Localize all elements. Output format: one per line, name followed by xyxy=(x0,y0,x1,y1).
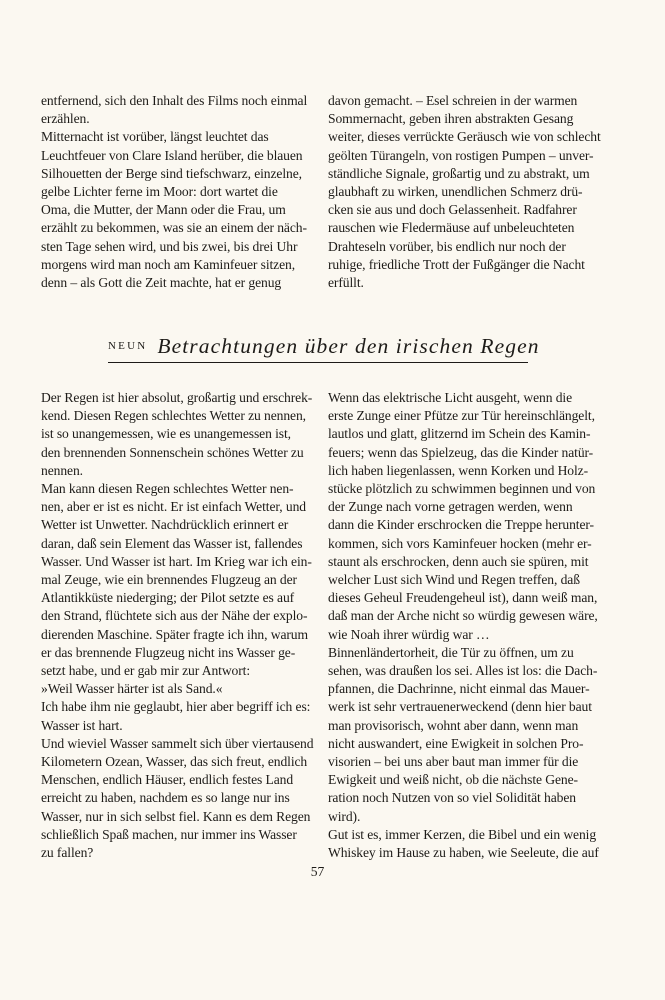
text-line: erste Zunge einer Pfütze zur Tür hereinschlängelt, xyxy=(328,408,595,424)
text-line: setzt habe, und er gab mir zur Antwort: xyxy=(41,663,251,679)
text-line: erzählen. xyxy=(41,111,90,127)
text-line: kend. Diesen Regen schlechtes Wetter zu nennen, xyxy=(41,408,306,424)
text-line: dieses Geheul Freudengeheul ist), dann weiß man, xyxy=(328,590,598,606)
text-line: Ewigkeit und weiß nicht, ob die nächste Gene- xyxy=(328,772,578,788)
text-line: Der Regen ist hier absolut, großartig und erschrek- xyxy=(41,390,313,405)
text-line: lautlos und glatt, glitzernd im Schein des Kamin- xyxy=(328,426,591,442)
text-line: dann die Kinder erschrocken die Treppe herunter- xyxy=(328,517,594,533)
text-line: sehen, was draußen los sei. Alles ist los: die Dach- xyxy=(328,663,598,679)
text-line: lich haben liegenlassen, wenn Korken und Holz- xyxy=(328,462,589,478)
text-line: Mitternacht ist vorüber, längst leuchtet das xyxy=(41,129,269,145)
text-line: ration noch Nutzen von so viel Solidität haben xyxy=(328,790,576,806)
text-line: Und wieviel Wasser sammelt sich über viertausend xyxy=(41,735,314,751)
text-line: der Zunge nach vorne getragen werden, wenn xyxy=(328,499,573,515)
text-line: wird). xyxy=(328,808,361,824)
text-line: stücke plötzlich zu schwimmen beginnen und von xyxy=(328,481,596,497)
text-line: Drahteseln vorüber, bis endlich nur noch der xyxy=(328,238,566,254)
text-line: erreicht zu haben, nachdem es so lange nur ins xyxy=(41,790,290,806)
text-line: pfannen, die Dachrinne, nicht einmal das Mauer- xyxy=(328,681,590,697)
text-line: morgens wird man noch am Kaminfeuer sitzen, xyxy=(41,256,296,272)
text-line: Wenn das elektrische Licht ausgeht, wenn die xyxy=(328,390,573,405)
text-line: Whiskey im Hause zu haben, wie Seeleute, die auf xyxy=(328,845,599,861)
text-line: mal Zeuge, wie ein brennendes Flugzeug an der xyxy=(41,572,297,588)
text-line: Wasser. Und Wasser ist hart. Im Krieg war ich ein- xyxy=(41,553,312,569)
text-line: werk ist sehr vertrauenerweckend (denn hier baut xyxy=(328,699,592,715)
text-line: nennen. xyxy=(41,462,83,478)
text-line: feuers; wenn das Spielzeug, das die Kinder natür- xyxy=(328,444,594,460)
text-line: kommen, sich vors Kaminfeuer hocken (mehr er- xyxy=(328,535,592,551)
text-line: glaubhaft zu wirken, unendlichen Schmerz drü- xyxy=(328,184,583,200)
text-line: Ich habe ihm nie geglaubt, hier aber begriff ich es: xyxy=(41,699,311,715)
text-line: ruhige, friedliche Trott der Fußgänger die Nacht xyxy=(328,256,585,272)
text-line: ist so unangemessen, wie es unangemessen ist, xyxy=(41,426,291,442)
text-line: Leuchtfeuer von Clare Island herüber, die blauen xyxy=(41,147,303,163)
text-line: er das brennende Flugzeug nicht ins Wasser ge- xyxy=(41,644,296,660)
text-line: davon gemacht. – Esel schreien in der warmen xyxy=(328,93,578,108)
text-line: dierenden Maschine. Später fragte ich ihn, warum xyxy=(41,626,308,642)
text-line: Wasser, nur in sich selbst fiel. Kann es dem Regen xyxy=(41,808,311,824)
text-line: wie Noah ihrer würdig war … xyxy=(328,626,490,642)
bottom-left-column xyxy=(41,389,313,862)
text-line: Kilometern Ozean, Wasser, das sich freut, endlich xyxy=(41,754,308,770)
text-line: Oma, die Mutter, der Mann oder die Frau, um xyxy=(41,202,286,218)
text-line: sten Tage sehen wird, und bis zwei, bis drei Uhr xyxy=(41,238,298,254)
text-line: geölten Türangeln, von rostigen Pumpen – unver- xyxy=(328,147,594,163)
text-line: Wetter ist Unwetter. Nachdrücklich erinnert er xyxy=(41,517,289,533)
page-number: 57 xyxy=(310,864,325,879)
text-line: entfernend, sich den Inhalt des Films noch einmal xyxy=(41,93,308,108)
text-line: Man kann diesen Regen schlechtes Wetter nen- xyxy=(41,481,294,497)
text-line: Gut ist es, immer Kerzen, die Bibel und ein wenig xyxy=(328,826,597,842)
text-line: cken sie aus und doch Gelassenheit. Radfahrer xyxy=(328,202,577,218)
text-line: »Weil Wasser härter ist als Sand.« xyxy=(41,681,223,697)
text-line: weiter, dieses verrückte Geräusch wie von schlecht xyxy=(328,129,601,145)
text-line: man provisorisch, wohnt aber dann, wenn man xyxy=(328,717,579,733)
text-line: Sommernacht, geben ihren abstrakten Gesang xyxy=(328,111,574,127)
text-line: gelbe Lichter ferne im Moor: dort wartet die xyxy=(41,184,278,200)
text-line: welcher Lust sich Wind und Regen treffen, daß xyxy=(328,572,580,588)
text-line: den Strand, flüchtete sich aus der Nähe der explo- xyxy=(41,608,308,624)
text-line: nen, aber er ist es nicht. Er ist einfach Wetter, und xyxy=(41,499,306,515)
text-line: daran, daß sein Element das Wasser ist, fallendes xyxy=(41,535,303,551)
text-line: erzählt zu bekommen, was sie an einem der näch- xyxy=(41,220,307,236)
top-left-column xyxy=(41,92,307,292)
text-line: zu fallen? xyxy=(41,845,94,861)
text-line: rauschen wie Fledermäuse auf unbeleuchteten xyxy=(328,220,575,236)
text-line: Wasser ist hart. xyxy=(41,717,123,733)
text-line: schließlich Spaß machen, nur immer ins Wasser xyxy=(41,826,297,842)
chapter-number: NEUN xyxy=(108,340,148,352)
top-right-column xyxy=(328,92,601,292)
text-line: nicht auswandert, eine Ewigkeit in solchen Pro- xyxy=(328,735,584,751)
text-line: Atlantikküste niederging; der Pilot setzte es auf xyxy=(41,590,295,606)
text-line: daß man der Arche nicht so würdig gewesen wäre, xyxy=(328,608,598,624)
text-line: staunt als erschrocken, denn auch sie spüren, mit xyxy=(328,553,589,569)
text-line: visorien – bei uns aber baut man immer für die xyxy=(328,754,579,770)
text-line: Silhouetten der Berge sind tiefschwarz, einzelne, xyxy=(41,165,302,181)
chapter-title: Betrachtungen über den irischen Regen xyxy=(157,334,540,358)
text-line: erfüllt. xyxy=(328,275,364,291)
text-line: Binnenländertorheit, die Tür zu öffnen, um zu xyxy=(328,644,574,660)
chapter-heading xyxy=(108,334,540,359)
text-line: denn – als Gott die Zeit machte, hat er genug xyxy=(41,275,282,291)
text-line: ständliche Signale, großartig und zu abstrakt, um xyxy=(328,165,590,181)
bottom-right-column xyxy=(328,389,599,862)
text-line: den brennenden Sonnenschein schönes Wetter zu xyxy=(41,444,304,460)
text-line: Menschen, endlich Häuser, endlich festes Land xyxy=(41,772,294,788)
chapter-rule xyxy=(108,362,528,363)
